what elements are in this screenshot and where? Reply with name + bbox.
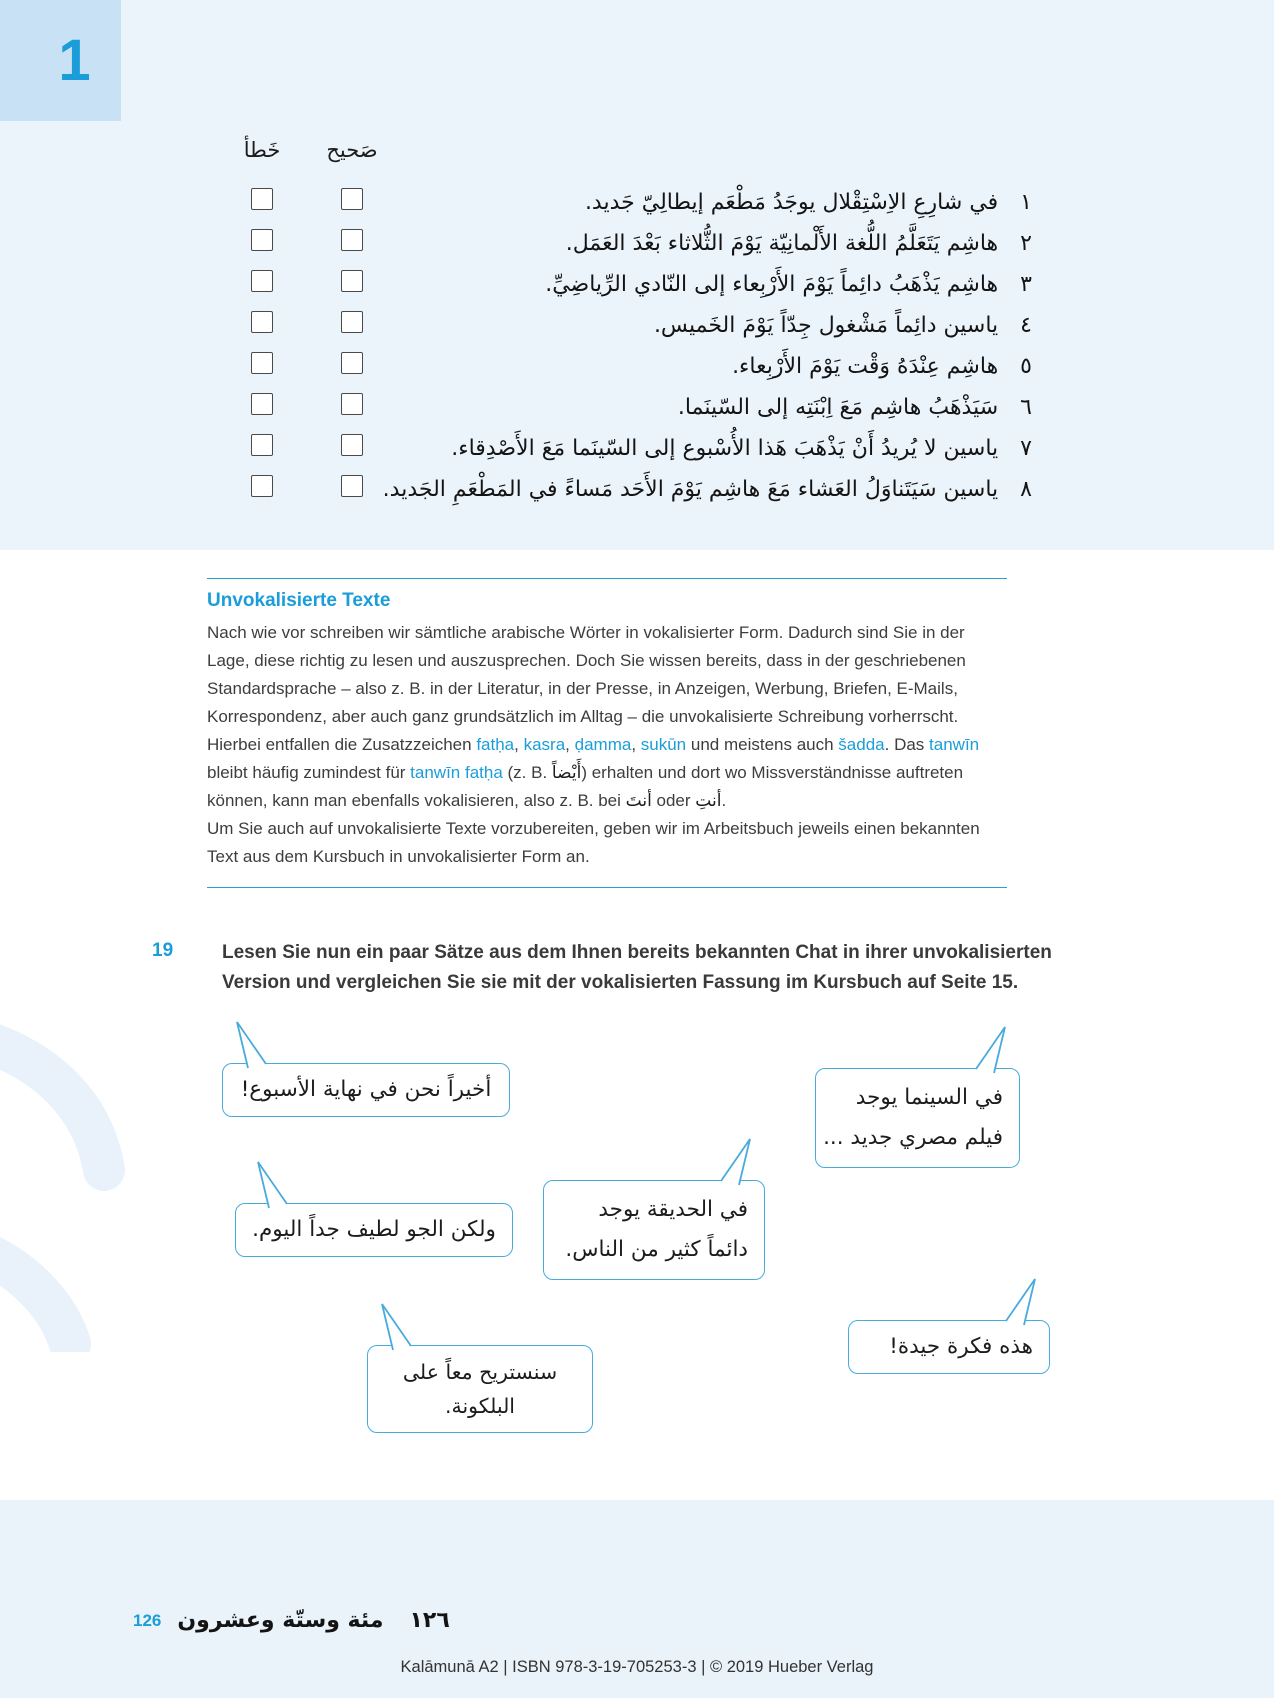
checkbox-wrong-7[interactable] (251, 434, 273, 456)
arabic-sentence-2: ٢هاشِم يَتَعَلَّمُ اللُّغة الأَلْمانِيّة يَوْمَ الثُّلاثاء بَعْدَ العَمَل. (565, 231, 1032, 256)
chat-bubble-weekend: أخيراً نحن في نهاية الأسبوع! (222, 1063, 510, 1117)
task-number: 19 (152, 940, 174, 961)
chat-bubble-park: في الحديقة يوجد دائماً كثير من الناس. (543, 1180, 765, 1280)
checkbox-correct-6[interactable] (341, 393, 363, 415)
column-header-correct: صَحيح (326, 138, 378, 162)
checkbox-correct-7[interactable] (341, 434, 363, 456)
chat-bubble-balcony: سنستريح معاً على البلكونة. (367, 1345, 593, 1433)
unit-number-badge (0, 0, 121, 121)
arabic-sentence-7: ٧ياسين لا يُريدُ أَنْ يَذْهَبَ هَذا الأُسْبوع إلى السّينَما مَعَ الأَصْدِقاء. (451, 436, 1032, 461)
checkbox-correct-8[interactable] (341, 475, 363, 497)
page-number-words-arabic: مئة وستّة وعشرون (177, 1608, 384, 1633)
bubble-tail-icon (995, 1276, 1041, 1326)
bubble-tail-icon (252, 1159, 298, 1209)
checkbox-correct-4[interactable] (341, 311, 363, 333)
table-row (240, 264, 1032, 305)
checkbox-wrong-3[interactable] (251, 270, 273, 292)
arabic-sentence-1: ١في شارِعِ الاِسْتِقْلال يوجَدُ مَطْعَم إيطالِيّ جَديد. (584, 190, 1032, 215)
checkbox-correct-3[interactable] (341, 270, 363, 292)
arabic-sentence-4: ٤ياسين دائِماً مَشْغول جِدّاً يَوْمَ الخَميس. (653, 313, 1032, 338)
checkbox-wrong-6[interactable] (251, 393, 273, 415)
page-number-row (133, 1608, 450, 1633)
page-number-arabic: ١٢٦ (409, 1608, 450, 1633)
arabic-sentence-6: ٦سَيَذْهَبُ هاشِم مَعَ اِبْنَتِه إلى السّينَما. (677, 395, 1032, 420)
chat-bubble-cinema: في السينما يوجد فيلم مصري جديد ... (815, 1068, 1020, 1168)
table-row (240, 387, 1032, 428)
info-box (207, 578, 1007, 888)
checkbox-correct-1[interactable] (341, 188, 363, 210)
decorative-letter-watermark (0, 1002, 150, 1352)
table-row (240, 428, 1032, 469)
checkbox-correct-5[interactable] (341, 352, 363, 374)
checkbox-wrong-8[interactable] (251, 475, 273, 497)
info-box-paragraph: Nach wie vor schreiben wir sämtliche arabische Wörter in vokalisierter Form. Dadurch sind Sie in der Lage, diese richtig zu lesen und auszusprechen. Doch Sie wissen bereits, dass in der geschriebenen Standardsprache – also z. B. in der Literatur, in der Presse, in Anzeigen, Werbung, Briefen, E-Mails, Korrespondenz, aber auch ganz grundsätzlich im Alltag – die unvokalisierte Schreibung vorherrscht. Hierbei entfallen die Zusatzzeichen fatḥa, kasra, ḍamma, sukūn und meistens auch šadda. Das tanwīn bleibt häufig zumindest für tanwīn fatḥa (z. B. أَيْضاً) erhalten und dort wo Missverständnisse auftreten können, kann man ebenfalls vokalisieren, also z. B. bei أنتَ oder أنتِ. (207, 623, 980, 811)
bubble-tail-icon (965, 1024, 1011, 1074)
info-box-title: Unvokalisierte Texte (207, 590, 391, 611)
checkbox-wrong-1[interactable] (251, 188, 273, 210)
checkbox-wrong-2[interactable] (251, 229, 273, 251)
bubble-tail-icon (231, 1019, 277, 1069)
table-row (240, 305, 1032, 346)
page-number-latin: 126 (133, 1610, 162, 1630)
imprint-line: Kalāmunā A2 | ISBN 978-3-19-705253-3 | © 2019 Hueber Verlag (400, 1658, 874, 1676)
chat-bubble-weather: ولكن الجو لطيف جداً اليوم. (235, 1203, 513, 1257)
arabic-sentence-3: ٣هاشِم يَذْهَبُ دائِماً يَوْمَ الأَرْبِعاء إلى النّادي الرِّياضِيِّ. (545, 272, 1032, 297)
info-box-paragraph-2: Um Sie auch auf unvokalisierte Texte vorzubereiten, geben wir im Arbeitsbuch jeweils einen bekannten Text aus dem Kursbuch in unvokalisierter Form an. (207, 819, 980, 866)
task-instruction: Lesen Sie nun ein paar Sätze aus dem Ihnen bereits bekannten Chat in ihrer unvokalisierten Version und vergleichen Sie sie mit der vokalisierten Fassung im Kursbuch auf Seite 15. (222, 942, 1052, 993)
table-row (240, 223, 1032, 264)
bubble-tail-icon (376, 1301, 422, 1351)
unit-number: 1 (58, 28, 91, 93)
table-row (240, 346, 1032, 387)
checkbox-correct-2[interactable] (341, 229, 363, 251)
table-row (240, 469, 1032, 510)
table-row (240, 182, 1032, 223)
arabic-sentence-5: ٥هاشِم عِنْدَهُ وَقْت يَوْمَ الأَرْبِعاء. (732, 354, 1032, 379)
bubble-tail-icon (710, 1136, 756, 1186)
chat-bubble-idea: هذه فكرة جيدة! (848, 1320, 1050, 1374)
arabic-sentence-8: ٨ياسين سَيَتَناوَلُ العَشاء مَعَ هاشِم يَوْمَ الأَحَد مَساءً في المَطْعَمِ الجَديد. (382, 477, 1032, 502)
checkbox-wrong-4[interactable] (251, 311, 273, 333)
checkbox-wrong-5[interactable] (251, 352, 273, 374)
column-header-wrong: خَطأ (243, 138, 281, 162)
